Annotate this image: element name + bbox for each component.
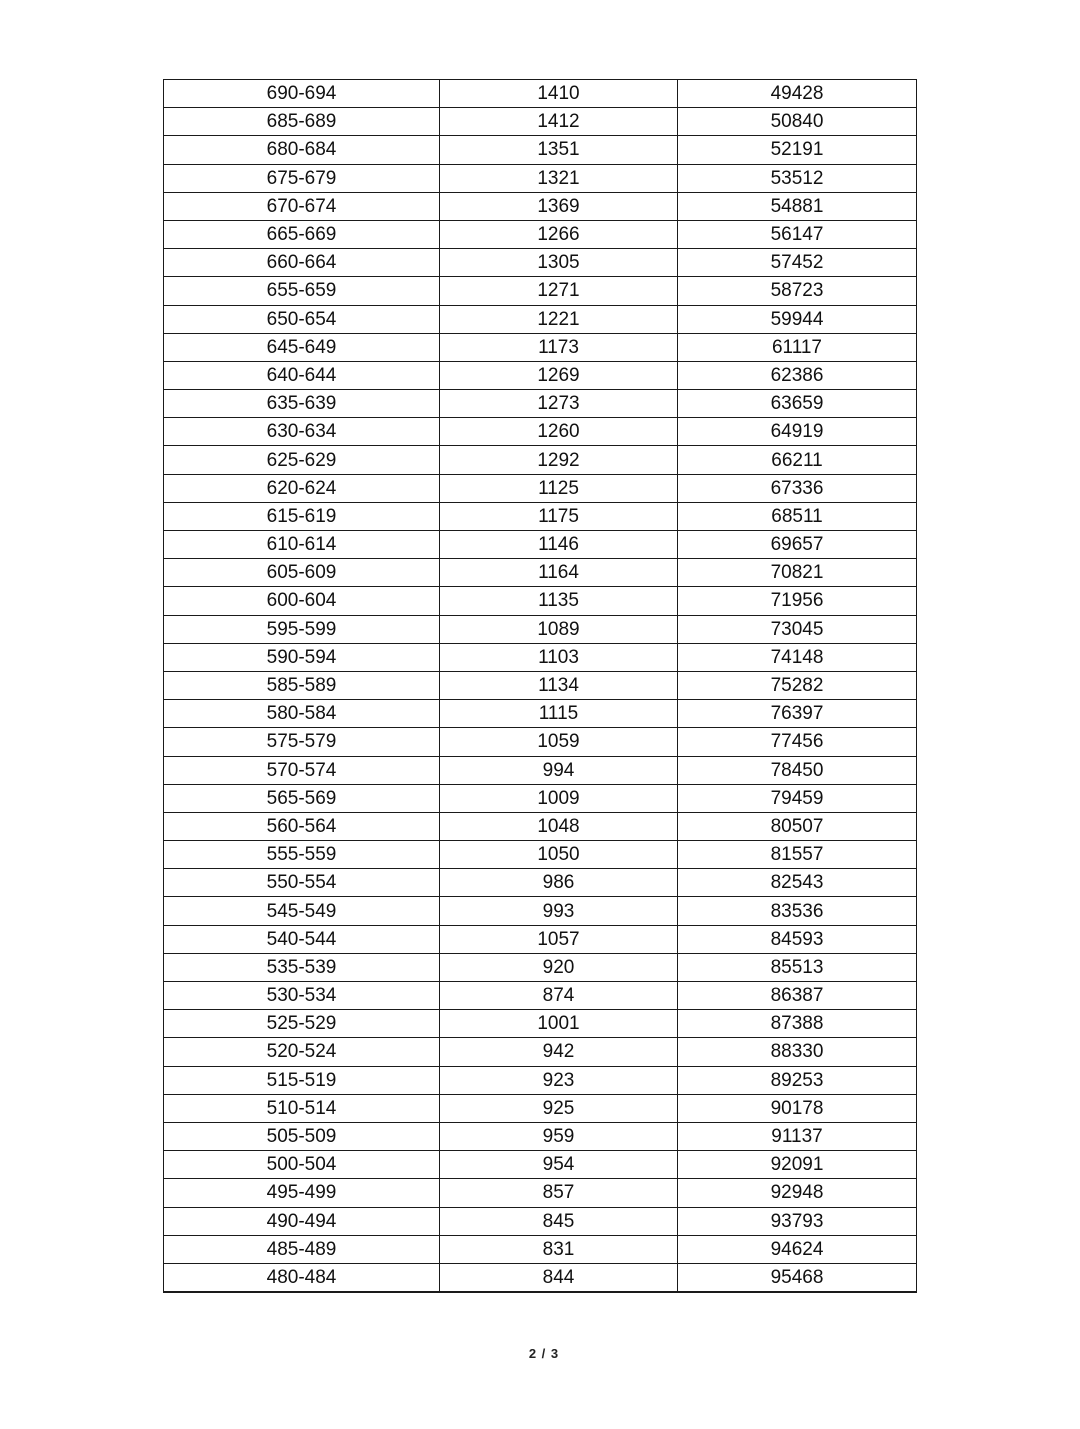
- cumulative-count-cell: 84593: [678, 925, 917, 953]
- score-range-cell: 630-634: [164, 418, 440, 446]
- count-cell: 1260: [440, 418, 678, 446]
- score-range-cell: 545-549: [164, 897, 440, 925]
- cumulative-count-cell: 57452: [678, 249, 917, 277]
- table-row: [164, 643, 917, 671]
- cumulative-count-cell: 58723: [678, 277, 917, 305]
- score-range-cell: 510-514: [164, 1094, 440, 1122]
- count-cell: 994: [440, 756, 678, 784]
- cumulative-count-cell: 71956: [678, 587, 917, 615]
- score-range-cell: 640-644: [164, 361, 440, 389]
- cumulative-count-cell: 79459: [678, 784, 917, 812]
- count-cell: 920: [440, 953, 678, 981]
- table-row: [164, 841, 917, 869]
- table-row: [164, 390, 917, 418]
- table-body: [164, 80, 917, 1293]
- cumulative-count-cell: 49428: [678, 80, 917, 108]
- score-range-cell: 600-604: [164, 587, 440, 615]
- count-cell: 959: [440, 1122, 678, 1150]
- score-range-cell: 675-679: [164, 164, 440, 192]
- score-range-cell: 680-684: [164, 136, 440, 164]
- score-range-cell: 590-594: [164, 643, 440, 671]
- cumulative-count-cell: 81557: [678, 841, 917, 869]
- score-range-cell: 615-619: [164, 502, 440, 530]
- count-cell: 1089: [440, 615, 678, 643]
- cumulative-count-cell: 54881: [678, 192, 917, 220]
- cumulative-count-cell: 66211: [678, 446, 917, 474]
- count-cell: 923: [440, 1066, 678, 1094]
- score-range-cell: 565-569: [164, 784, 440, 812]
- count-cell: 1369: [440, 192, 678, 220]
- score-range-cell: 665-669: [164, 220, 440, 248]
- score-range-cell: 610-614: [164, 531, 440, 559]
- score-distribution-table: [163, 79, 917, 1293]
- score-range-cell: 655-659: [164, 277, 440, 305]
- page-number: 2 / 3: [528, 1346, 560, 1361]
- count-cell: 954: [440, 1151, 678, 1179]
- count-cell: 1146: [440, 531, 678, 559]
- table-row: [164, 925, 917, 953]
- count-cell: 1115: [440, 700, 678, 728]
- count-cell: 1292: [440, 446, 678, 474]
- cumulative-count-cell: 61117: [678, 333, 917, 361]
- cumulative-count-cell: 75282: [678, 671, 917, 699]
- count-cell: 1351: [440, 136, 678, 164]
- score-range-cell: 635-639: [164, 390, 440, 418]
- count-cell: 925: [440, 1094, 678, 1122]
- cumulative-count-cell: 92091: [678, 1151, 917, 1179]
- table-row: [164, 108, 917, 136]
- cumulative-count-cell: 94624: [678, 1235, 917, 1263]
- count-cell: 1321: [440, 164, 678, 192]
- cumulative-count-cell: 87388: [678, 1010, 917, 1038]
- table-row: [164, 220, 917, 248]
- cumulative-count-cell: 95468: [678, 1263, 917, 1292]
- cumulative-count-cell: 93793: [678, 1207, 917, 1235]
- table-row: [164, 1151, 917, 1179]
- cumulative-count-cell: 82543: [678, 869, 917, 897]
- cumulative-count-cell: 70821: [678, 559, 917, 587]
- table-row: [164, 728, 917, 756]
- table-row: [164, 1235, 917, 1263]
- count-cell: 1273: [440, 390, 678, 418]
- score-range-cell: 625-629: [164, 446, 440, 474]
- count-cell: 1305: [440, 249, 678, 277]
- score-range-cell: 595-599: [164, 615, 440, 643]
- score-range-cell: 560-564: [164, 812, 440, 840]
- table-row: [164, 784, 917, 812]
- table-row: [164, 982, 917, 1010]
- table-row: [164, 333, 917, 361]
- cumulative-count-cell: 73045: [678, 615, 917, 643]
- score-range-cell: 555-559: [164, 841, 440, 869]
- score-range-cell: 530-534: [164, 982, 440, 1010]
- table-row: [164, 756, 917, 784]
- table-row: [164, 80, 917, 108]
- score-range-cell: 605-609: [164, 559, 440, 587]
- cumulative-count-cell: 86387: [678, 982, 917, 1010]
- cumulative-count-cell: 83536: [678, 897, 917, 925]
- table-row: [164, 615, 917, 643]
- cumulative-count-cell: 76397: [678, 700, 917, 728]
- count-cell: 845: [440, 1207, 678, 1235]
- score-range-cell: 495-499: [164, 1179, 440, 1207]
- cumulative-count-cell: 53512: [678, 164, 917, 192]
- table-row: [164, 559, 917, 587]
- score-range-cell: 490-494: [164, 1207, 440, 1235]
- count-cell: 1057: [440, 925, 678, 953]
- table-row: [164, 1263, 917, 1292]
- cumulative-count-cell: 77456: [678, 728, 917, 756]
- cumulative-count-cell: 64919: [678, 418, 917, 446]
- count-cell: 844: [440, 1263, 678, 1292]
- cumulative-count-cell: 67336: [678, 474, 917, 502]
- cumulative-count-cell: 59944: [678, 305, 917, 333]
- count-cell: 993: [440, 897, 678, 925]
- cumulative-count-cell: 74148: [678, 643, 917, 671]
- cumulative-count-cell: 92948: [678, 1179, 917, 1207]
- table-row: [164, 446, 917, 474]
- count-cell: 874: [440, 982, 678, 1010]
- score-range-cell: 535-539: [164, 953, 440, 981]
- table-row: [164, 1122, 917, 1150]
- table-row: [164, 192, 917, 220]
- cumulative-count-cell: 80507: [678, 812, 917, 840]
- count-cell: 1050: [440, 841, 678, 869]
- table-row: [164, 812, 917, 840]
- cumulative-count-cell: 62386: [678, 361, 917, 389]
- cumulative-count-cell: 69657: [678, 531, 917, 559]
- score-range-cell: 480-484: [164, 1263, 440, 1292]
- table-row: [164, 305, 917, 333]
- score-range-cell: 660-664: [164, 249, 440, 277]
- score-range-cell: 645-649: [164, 333, 440, 361]
- table-row: [164, 418, 917, 446]
- count-cell: 1173: [440, 333, 678, 361]
- cumulative-count-cell: 68511: [678, 502, 917, 530]
- table-row: [164, 869, 917, 897]
- table-row: [164, 502, 917, 530]
- count-cell: 1001: [440, 1010, 678, 1038]
- cumulative-count-cell: 78450: [678, 756, 917, 784]
- score-range-cell: 570-574: [164, 756, 440, 784]
- score-range-cell: 520-524: [164, 1038, 440, 1066]
- score-range-cell: 690-694: [164, 80, 440, 108]
- cumulative-count-cell: 88330: [678, 1038, 917, 1066]
- count-cell: 1134: [440, 671, 678, 699]
- table-row: [164, 474, 917, 502]
- table-row: [164, 1094, 917, 1122]
- score-range-cell: 525-529: [164, 1010, 440, 1038]
- count-cell: 986: [440, 869, 678, 897]
- table-row: [164, 361, 917, 389]
- table-row: [164, 953, 917, 981]
- cumulative-count-cell: 63659: [678, 390, 917, 418]
- count-cell: 1059: [440, 728, 678, 756]
- table-row: [164, 164, 917, 192]
- cumulative-count-cell: 50840: [678, 108, 917, 136]
- count-cell: 1009: [440, 784, 678, 812]
- table-row: [164, 1038, 917, 1066]
- count-cell: 1048: [440, 812, 678, 840]
- table-row: [164, 1207, 917, 1235]
- score-range-cell: 670-674: [164, 192, 440, 220]
- count-cell: 1266: [440, 220, 678, 248]
- score-range-cell: 575-579: [164, 728, 440, 756]
- table-row: [164, 587, 917, 615]
- cumulative-count-cell: 89253: [678, 1066, 917, 1094]
- cumulative-count-cell: 52191: [678, 136, 917, 164]
- cumulative-count-cell: 56147: [678, 220, 917, 248]
- table-row: [164, 897, 917, 925]
- score-range-cell: 515-519: [164, 1066, 440, 1094]
- score-range-cell: 650-654: [164, 305, 440, 333]
- count-cell: 1175: [440, 502, 678, 530]
- score-range-cell: 585-589: [164, 671, 440, 699]
- count-cell: 1412: [440, 108, 678, 136]
- table-row: [164, 531, 917, 559]
- score-range-cell: 685-689: [164, 108, 440, 136]
- score-range-cell: 485-489: [164, 1235, 440, 1263]
- table-row: [164, 1066, 917, 1094]
- table-row: [164, 249, 917, 277]
- count-cell: 1164: [440, 559, 678, 587]
- count-cell: 1103: [440, 643, 678, 671]
- table-row: [164, 1179, 917, 1207]
- count-cell: 1410: [440, 80, 678, 108]
- count-cell: 831: [440, 1235, 678, 1263]
- score-range-cell: 505-509: [164, 1122, 440, 1150]
- count-cell: 1271: [440, 277, 678, 305]
- count-cell: 1221: [440, 305, 678, 333]
- table-row: [164, 671, 917, 699]
- count-cell: 1269: [440, 361, 678, 389]
- count-cell: 1135: [440, 587, 678, 615]
- table-row: [164, 277, 917, 305]
- score-range-cell: 620-624: [164, 474, 440, 502]
- table-row: [164, 700, 917, 728]
- cumulative-count-cell: 90178: [678, 1094, 917, 1122]
- score-range-cell: 540-544: [164, 925, 440, 953]
- cumulative-count-cell: 91137: [678, 1122, 917, 1150]
- count-cell: 942: [440, 1038, 678, 1066]
- table-row: [164, 1010, 917, 1038]
- score-range-cell: 500-504: [164, 1151, 440, 1179]
- cumulative-count-cell: 85513: [678, 953, 917, 981]
- score-range-cell: 580-584: [164, 700, 440, 728]
- count-cell: 1125: [440, 474, 678, 502]
- count-cell: 857: [440, 1179, 678, 1207]
- table-row: [164, 136, 917, 164]
- score-range-cell: 550-554: [164, 869, 440, 897]
